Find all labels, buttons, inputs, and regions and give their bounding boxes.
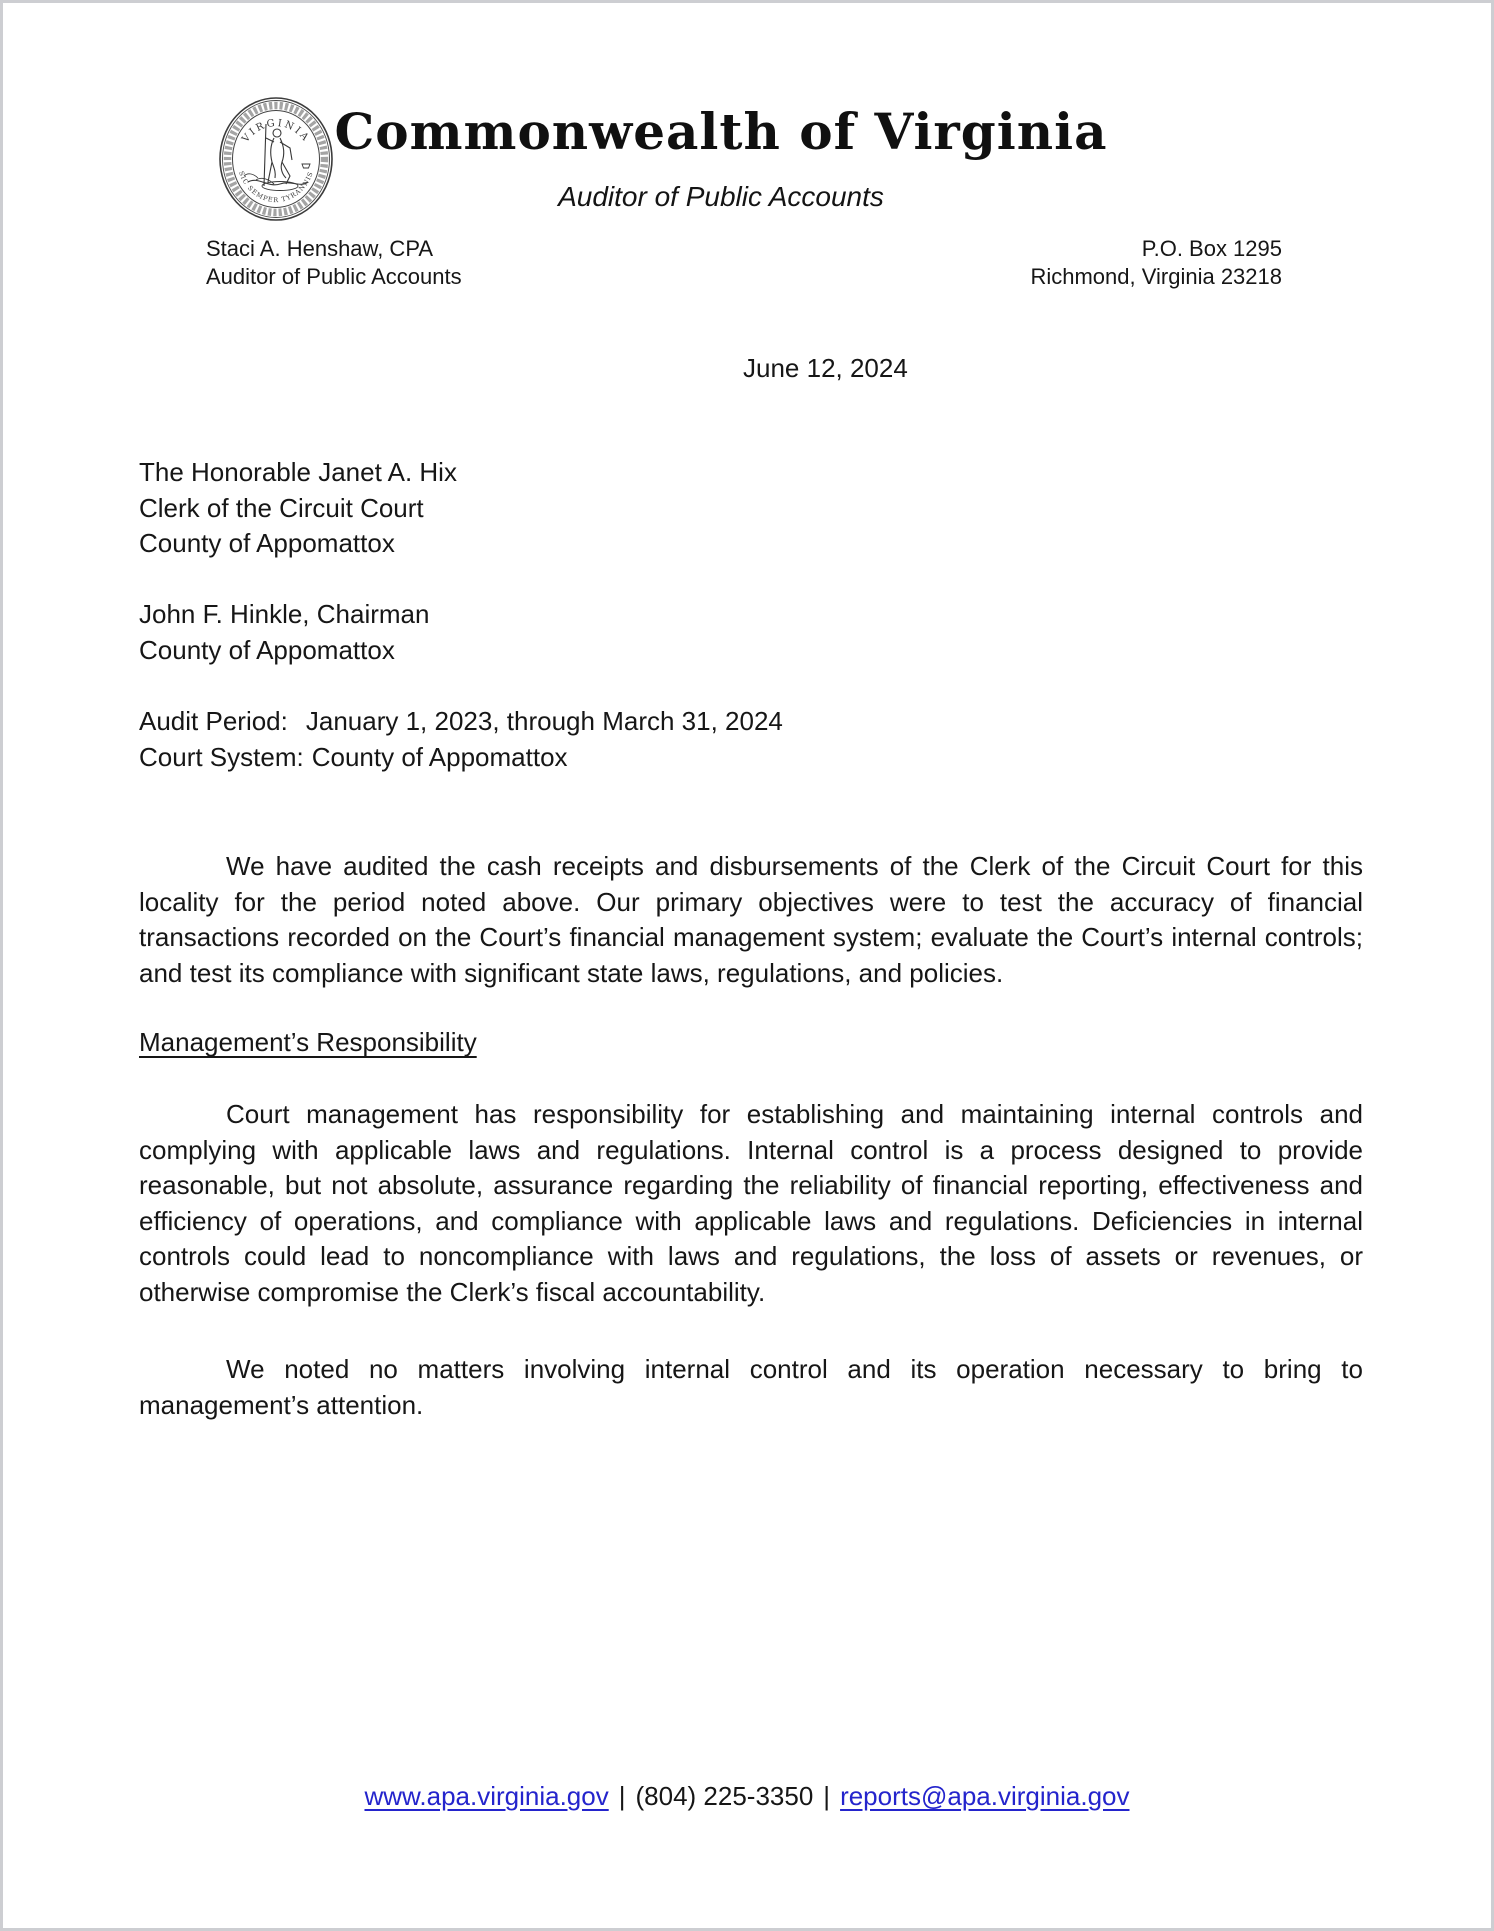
official-name: Staci A. Henshaw, CPA <box>206 236 434 261</box>
email-link[interactable]: reports@apa.virginia.gov <box>840 1781 1130 1811</box>
recipient-1-title: Clerk of the Circuit Court <box>139 492 424 523</box>
court-system-label: Court System: <box>139 741 304 772</box>
office-address-block <box>1030 235 1282 291</box>
address-line-1: P.O. Box 1295 <box>1141 236 1282 261</box>
body-paragraph-1: We have audited the cash receipts and disbursements of the Clerk of the Circuit Court for this locality for the period noted above. Our primary objectives were to test the accuracy of financial transactions recorded on the Court’s financial management system; evaluate the Court’s internal controls; and test its compliance with significant state laws, regulations, and policies. <box>139 851 1363 988</box>
recipient-block-1 <box>139 455 457 562</box>
footer-separator-1: | <box>618 1781 626 1811</box>
org-title: Commonwealth of Virginia <box>334 102 1108 161</box>
recipient-2-locality: County of Appomattox <box>139 634 395 665</box>
official-block <box>206 235 462 291</box>
body-paragraph-2: Court management has responsibility for establishing and maintaining internal controls and complying with applicable laws and regulations. Internal control is a process designed to provide reasonable, but not absolute, assurance regarding the reliability of financial reporting, effectiveness and efficiency of operations, and compliance with applicable laws and regulations. Deficiencies in internal controls could lead to noncompliance with laws and regulations, the loss of assets or revenues, or otherwise compromise the Clerk’s fiscal accountability. <box>139 1099 1363 1307</box>
letter-date: June 12, 2024 <box>743 353 908 383</box>
seal-motto-bottom: SIC SEMPER TYRANNIS <box>237 170 315 205</box>
audit-period-line <box>139 704 783 740</box>
recipient-1-locality: County of Appomattox <box>139 528 395 558</box>
website-link[interactable]: www.apa.virginia.gov <box>364 1781 609 1811</box>
address-line-2: Richmond, Virginia 23218 <box>1030 264 1282 289</box>
phone-number: (804) 225-3350 <box>635 1781 814 1811</box>
org-subtitle: Auditor of Public Accounts <box>558 181 884 212</box>
audit-info-block <box>139 704 783 775</box>
court-system-line <box>139 740 783 776</box>
body-paragraph-3: We noted no matters involving internal control and its operation necessary to bring to management’s attention. <box>139 1354 1363 1420</box>
recipient-2-name: John F. Hinkle, Chairman <box>139 599 430 629</box>
footer-separator-2: | <box>823 1781 831 1811</box>
official-title: Auditor of Public Accounts <box>206 264 462 289</box>
recipient-block-2 <box>139 597 429 668</box>
virginia-state-seal-graphic <box>218 96 334 222</box>
section-heading-managements-responsibility: Management’s Responsibility <box>139 1027 477 1057</box>
virginia-state-seal-icon <box>218 96 334 222</box>
audit-period-label: Audit Period: <box>139 706 288 736</box>
contact-footer <box>3 1779 1491 1813</box>
audit-period-value: January 1, 2023, through March 31, 2024 <box>305 706 783 736</box>
letterhead <box>321 103 1121 214</box>
recipient-1-name: The Honorable Janet A. Hix <box>139 457 457 487</box>
court-system-value: County of Appomattox <box>311 741 568 772</box>
seal-motto-top: VIRGINIA <box>240 117 312 145</box>
